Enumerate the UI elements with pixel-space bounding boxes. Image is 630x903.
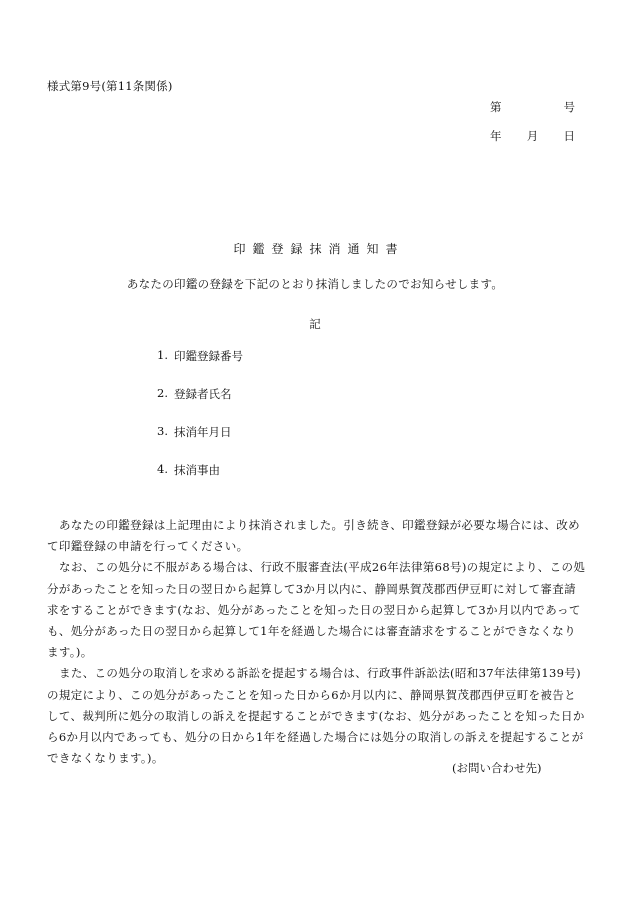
intro-text: あなたの印鑑の登録を下記のとおり抹消しましたのでお知らせします。 [126,277,504,291]
list-item [157,424,243,462]
item-label: 抹消年月日 [174,425,232,439]
date-day: 日 [563,129,575,143]
document-number [490,99,575,115]
paragraph-reregistration: あなたの印鑑登録は上記理由により抹消されました。引き続き、印鑑登録が必要な場合には、改めて印鑑登録の申請を行ってください。 [47,518,580,554]
item-label: 抹消事由 [174,463,220,477]
document-title: 印鑑登録抹消通知書 [233,242,405,256]
document-number-suffix: 号 [563,100,575,114]
date-month: 月 [526,129,539,143]
item-label: 登録者氏名 [174,387,232,401]
document-date [490,128,575,144]
list-item [157,462,243,500]
item-number: 2. [157,386,168,400]
list-item [157,348,243,386]
list-item [157,386,243,424]
paragraph-lawsuit: また、この処分の取消しを求める訴訟を提起する場合は、行政事件訴訟法(昭和37年法律第139号)の規定により、この処分があったことを知った日から6か月以内に、静岡県賀茂郡西伊豆町を被告として、裁判所に処分の取消しの訴えを提起することができます(なお、処分があったことを知った日から6か月以内であっても、処分の日から1年を経過した場合には処分の取消しの訴えを提起することができなくなります。)。 [47,666,585,766]
item-number: 4. [157,462,168,476]
item-number: 1. [157,348,168,362]
date-year: 年 [490,129,502,143]
document-number-prefix: 第 [490,100,502,114]
item-number: 3. [157,424,168,438]
paragraph-appeal: なお、この処分に不服がある場合は、行政不服審査法(平成26年法律第68号)の規定により、この処分があったことを知った日の翌日から起算して3か月以内に、静岡県賀茂郡西伊豆町に対して審査請求をすることができます(なお、処分があったことを知った日の翌日から起算して3か月以内であっても、処分があった日の翌日から起算して1年を経過した場合には審査請求をすることができなくなります。)。 [47,560,586,660]
contact-label: (お問い合わせ先) [452,761,542,775]
item-label: 印鑑登録番号 [174,349,243,363]
form-number: 様式第9号(第11条関係) [47,79,173,93]
body-text [47,515,587,769]
ki-heading: 記 [309,317,321,331]
item-list [157,348,243,500]
